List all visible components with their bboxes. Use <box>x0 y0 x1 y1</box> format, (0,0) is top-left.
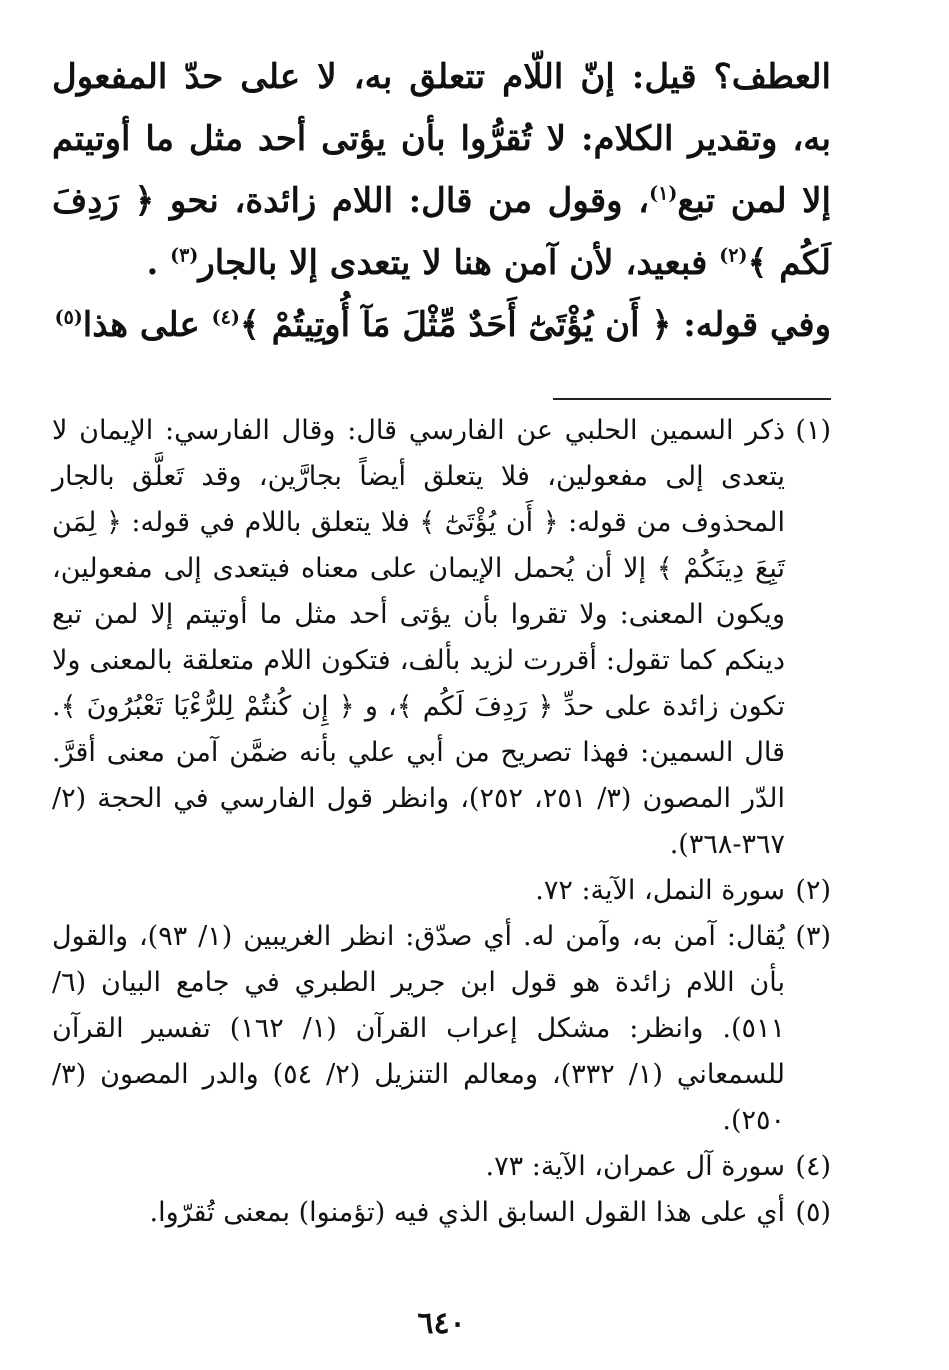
main-text-segment: ، وقول من قال: اللام زائدة، نحو <box>169 181 650 221</box>
footnote-number: (٢) <box>795 875 831 906</box>
footnote-ref-3: (٣) <box>170 244 199 267</box>
footnote-ref-5: (٥) <box>54 306 83 329</box>
footnote-5 <box>52 1190 831 1236</box>
main-text-segment: فبعيد، لأن آمن هنا لا يتعدى إلا بالجار <box>198 243 708 283</box>
footnote-ref-4: (٤) <box>211 306 240 329</box>
footnote-number: (٣) <box>795 921 831 952</box>
footnote-number: (٥) <box>795 1197 831 1228</box>
footnote-number: (٤) <box>795 1151 831 1182</box>
footnote-divider <box>553 398 831 400</box>
footnote-text: يُقال: آمن به، وآمن له. أي صدّق: انظر الغريبين (١/ ٩٣)، والقول بأن اللام زائدة هو قول ابن جرير الطبري في جامع البيان (٦/ ٥١١). وانظر: مشكل إعراب القرآن (١/ ١٦٢) تفسير القرآن للسمعاني (١/ ٣٣٢)، ومعالم التنزيل (٢/ ٥٤) والدر المصون (٣/ ٢٥٠). <box>52 921 785 1136</box>
page <box>52 46 831 1370</box>
footnote-number: (١) <box>795 415 831 446</box>
quran-quote: ﴿ أَن يُؤْتَىٰٓ أَحَدٌ مِّثْلَ مَآ أُوتِيتُمْ ﴾ <box>239 305 672 345</box>
main-text-segment: العطف؟ قيل: إنّ اللّام تتعلق به، لا على حدّ المفعول به، وتقدير الكلام: لا تُقرُّوا بأن يؤتى أحد مثل ما أوتيتم إلا لمن تبع <box>52 57 831 221</box>
footnote-text: سورة آل عمران، الآية: ٧٣. <box>485 1151 785 1182</box>
page-number: ٦٤٠ <box>417 1306 466 1341</box>
main-text <box>52 46 831 356</box>
footnote-3 <box>52 914 831 1144</box>
main-paragraph-1 <box>52 46 831 294</box>
footnote-text: سورة النمل، الآية: ٧٢. <box>535 875 785 906</box>
footnote-ref-1: (١) <box>649 182 678 205</box>
main-paragraph-2 <box>52 294 831 356</box>
main-text-segment: . <box>146 243 159 283</box>
footnotes <box>52 408 831 1236</box>
quran-quote: ﴿ رَدِفَ لَكُم ﴾ <box>52 181 831 283</box>
footnote-ref-2: (٢) <box>719 244 748 267</box>
footnote-text: ذكر السمين الحلبي عن الفارسي قال: وقال الفارسي: الإيمان لا يتعدى إلى مفعولين، فلا يتعلق أيضاً بجارَّين، وقد تَعلَّق بالجار المحذوف من قوله: ﴿ أَن يُؤْتَىٰٓ ﴾ فلا يتعلق باللام في قوله: ﴿ لِمَن تَبِعَ دِينَكُمْ ﴾ إلا أن يُحمل الإيمان على معناه فيتعدى إلى مفعولين، ويكون المعنى: ولا تقروا بأن يؤتى أحد مثل ما أوتيتم إلا لمن تبع دينكم كما تقول: أقررت لزيد بألف، فتكون اللام متعلقة بالمعنى ولا تكون زائدة على حدِّ ﴿ رَدِفَ لَكُم ﴾، و ﴿ إِن كُنتُمْ لِلرُّءْيَا تَعْبُرُونَ ﴾. قال السمين: فهذا تصريح من أبي علي بأنه ضمَّن آمن معنى أقرَّ. الدّر المصون (٣/ ٢٥١، ٢٥٢)، وانظر قول الفارسي في الحجة (٢/ ٣٦٧-٣٦٨). <box>52 415 785 860</box>
footnote-1 <box>52 408 831 868</box>
main-text-segment: على هذا <box>82 305 200 345</box>
footnote-4 <box>52 1144 831 1190</box>
main-text-segment: وفي قوله: <box>683 305 831 345</box>
footnote-2 <box>52 868 831 914</box>
footnote-text: أي على هذا القول السابق الذي فيه (تؤمنوا) بمعنى تُقرّوا. <box>149 1197 785 1228</box>
